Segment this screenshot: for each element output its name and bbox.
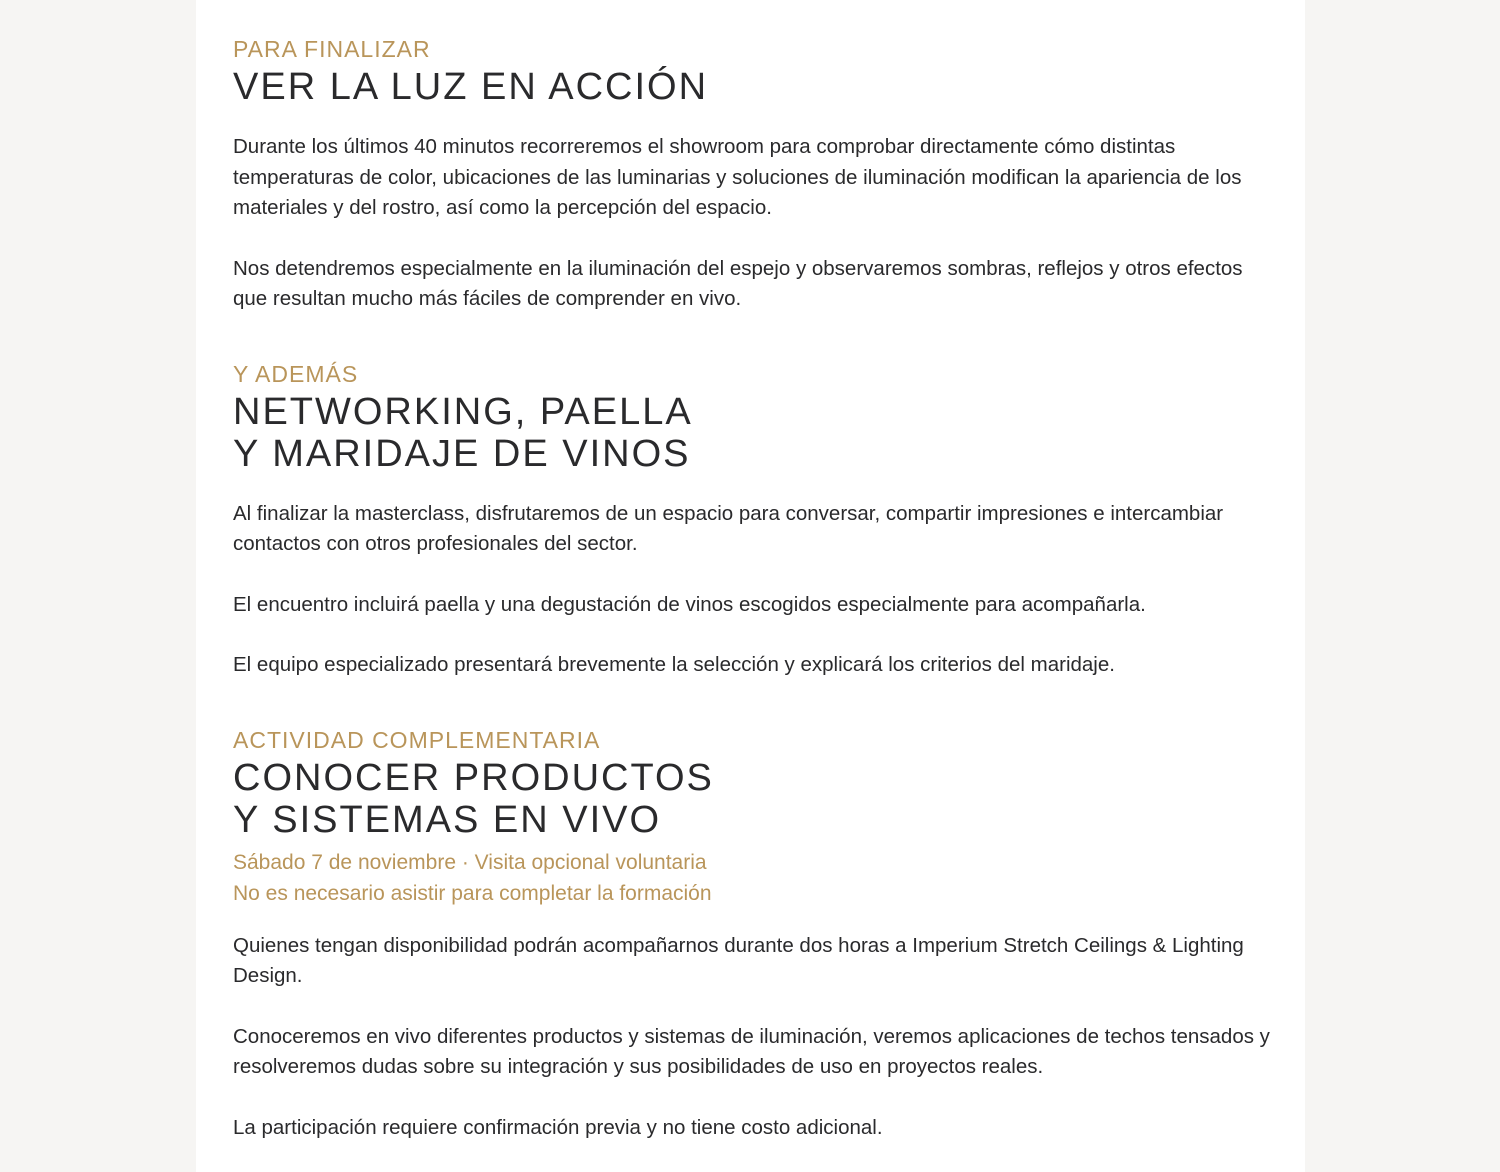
section-title-line: Y SISTEMAS EN VIVO — [233, 798, 662, 841]
paragraph: Durante los últimos 40 minutos recorreremos el showroom para comprobar directamente cómo distintas temperaturas de color, ubicaciones de las luminarias y soluciones de iluminación modifican la apariencia de los materiales y del rostro, así como la percepción del espacio. — [233, 135, 1242, 219]
section-eyebrow: ACTIVIDAD COMPLEMENTARIA — [233, 726, 601, 753]
section-title — [233, 391, 1273, 475]
paragraph: El equipo especializado presentará brevemente la selección y explicará los criterios del maridaje. — [233, 653, 1115, 676]
document-page — [196, 0, 1305, 1172]
section-title-line: CONOCER PRODUCTOS — [233, 756, 714, 799]
paragraph: Conoceremos en vivo diferentes productos y sistemas de iluminación, veremos aplicaciones de techos tensados y resolveremos dudas sobre su integración y sus posibilidades de uso en proyectos reales. — [233, 1024, 1270, 1078]
section-ver-la-luz — [233, 34, 1273, 315]
section-title — [233, 66, 1273, 108]
section-title — [233, 757, 1273, 841]
section-eyebrow: PARA FINALIZAR — [233, 36, 431, 62]
event-date-line: Sábado 7 de noviembre · Visita opcional voluntaria — [233, 850, 707, 874]
document-content — [233, 34, 1273, 1143]
section-actividad-complementaria — [233, 725, 1273, 1144]
event-note-line: No es necesario asistir para completar la formación — [233, 881, 712, 905]
paragraph: Nos detendremos especialmente en la iluminación del espejo y observaremos sombras, reflejos y otros efectos que resultan mucho más fáciles de comprender en vivo. — [233, 256, 1243, 310]
section-title-line: NETWORKING, PAELLA — [233, 390, 693, 433]
section-eyebrow: Y ADEMÁS — [233, 360, 359, 387]
section-title-line: VER LA LUZ EN ACCIÓN — [233, 66, 709, 108]
paragraph: El encuentro incluirá paella y una degustación de vinos escogidos especialmente para acompañarla. — [233, 592, 1146, 616]
paragraph: La participación requiere confirmación previa y no tiene costo adicional. — [233, 1115, 883, 1139]
paragraph: Quienes tengan disponibilidad podrán acompañarnos durante dos horas a Imperium Stretch Ceilings & Lighting Design. — [233, 933, 1244, 987]
paragraph: Al finalizar la masterclass, disfrutaremos de un espacio para conversar, compartir impresiones e intercambiar contactos con otros profesionales del sector. — [233, 501, 1224, 555]
section-title-line: Y MARIDAJE DE VINOS — [233, 432, 691, 475]
section-networking — [233, 359, 1273, 681]
event-meta — [233, 847, 1273, 909]
